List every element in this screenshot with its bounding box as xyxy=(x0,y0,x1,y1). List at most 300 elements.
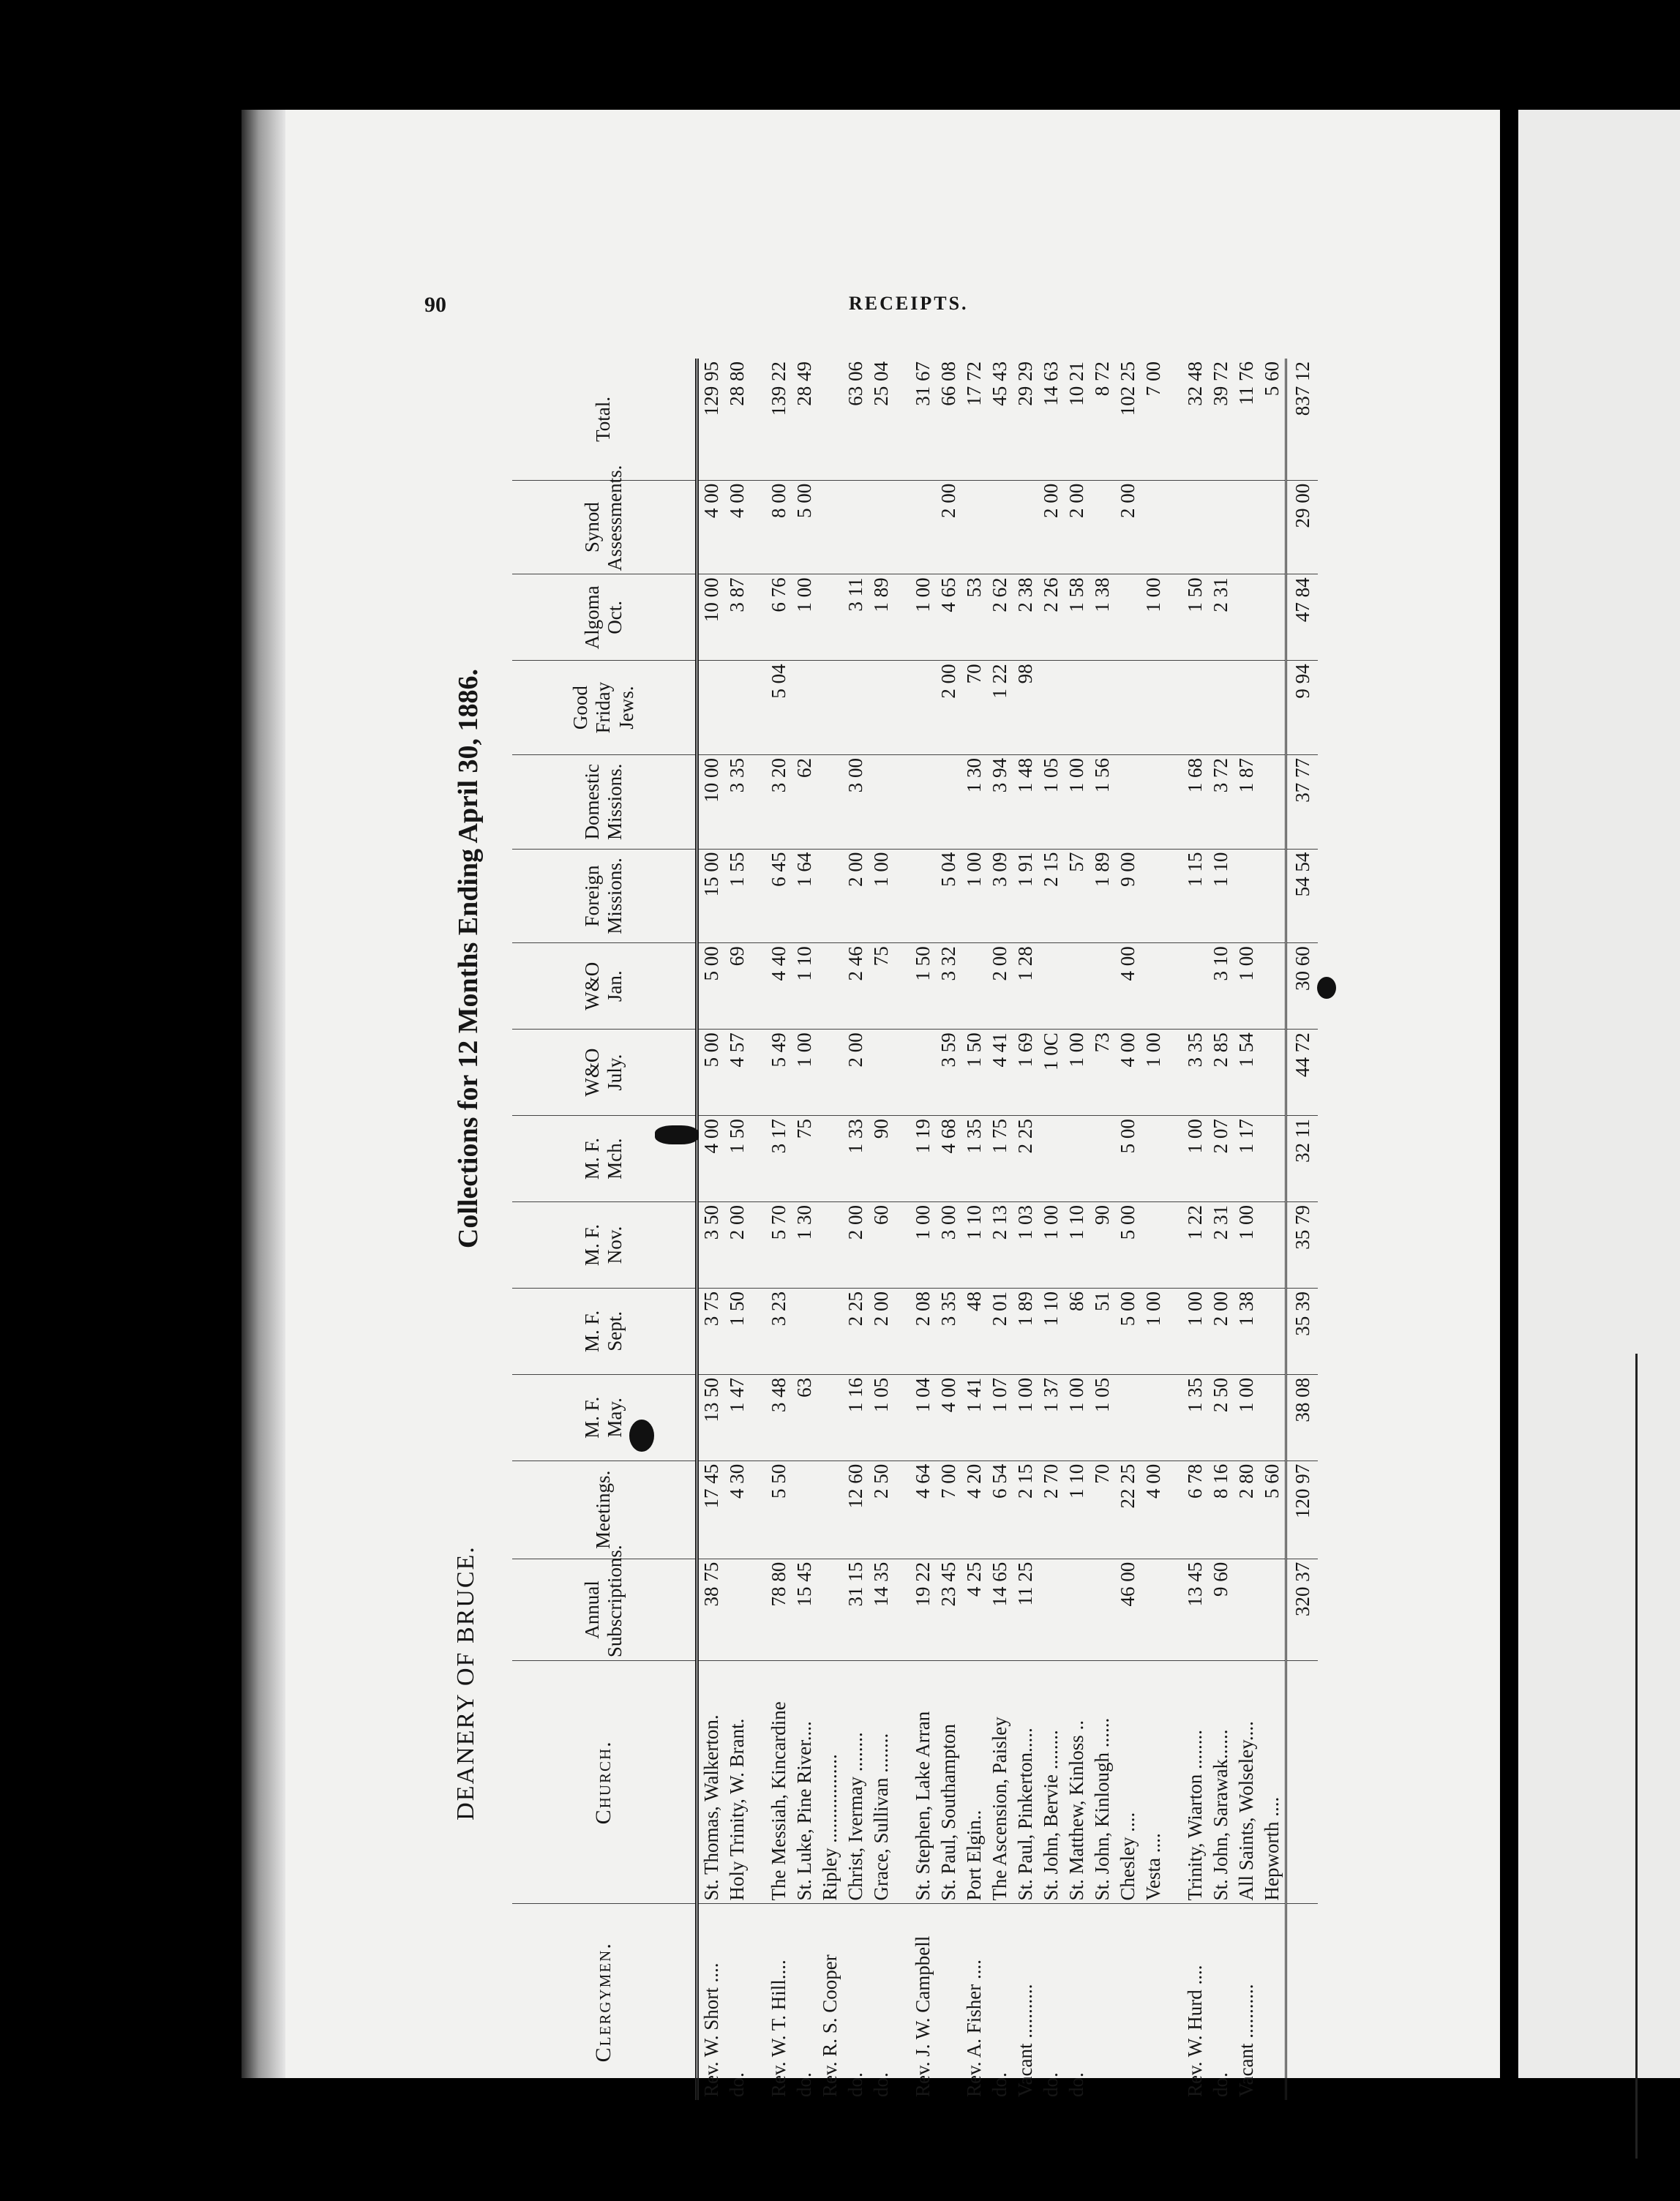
amount-cell: 2 01 xyxy=(987,1288,1013,1374)
amount-cell xyxy=(1141,754,1166,849)
amount-cell: 11 25 xyxy=(1013,1559,1038,1660)
amount-cell xyxy=(843,480,869,574)
church-cell: Vesta .... xyxy=(1141,1661,1166,1904)
church-cell: Port Elgin.. xyxy=(961,1661,987,1904)
amount-cell xyxy=(1115,574,1141,661)
amount-cell xyxy=(1259,943,1286,1030)
amount-cell: 25 04 xyxy=(869,359,894,480)
amount-cell: 1 50 xyxy=(724,1288,750,1374)
amount-cell xyxy=(1259,1374,1286,1461)
row-spacer xyxy=(1166,359,1182,2100)
amount-cell: 2 00 xyxy=(1208,1288,1234,1374)
amount-cell: 5 00 xyxy=(697,1030,725,1116)
church-cell: St. John, Sarawak...... xyxy=(1208,1661,1234,1904)
amount-cell xyxy=(1259,1116,1286,1202)
amount-cell: 6 54 xyxy=(987,1461,1013,1559)
rotated-table-content xyxy=(439,351,1463,2122)
church-cell: Hepworth .... xyxy=(1259,1661,1286,1904)
amount-cell: 66 08 xyxy=(936,359,961,480)
amount-cell: 3 72 xyxy=(1208,754,1234,849)
clergyman-cell: do. xyxy=(989,2072,1010,2097)
ink-blot xyxy=(629,1420,654,1452)
amount-cell xyxy=(1141,1559,1166,1660)
amount-cell: 38 75 xyxy=(697,1559,725,1660)
amount-cell: 2 50 xyxy=(1208,1374,1234,1461)
table-row xyxy=(869,359,894,2100)
table-row xyxy=(1182,359,1208,2100)
amount-cell: 1 30 xyxy=(961,754,987,849)
church-cell: St. John, Bervie ........ xyxy=(1038,1661,1064,1904)
clergyman-cell: do. xyxy=(844,2072,866,2097)
amount-cell: 1 47 xyxy=(724,1374,750,1461)
col-wo-jan: W&O Jan. xyxy=(512,943,697,1030)
amount-cell: 4 00 xyxy=(1115,1030,1141,1116)
amount-cell: 2 13 xyxy=(987,1202,1013,1289)
amount-cell: 1 10 xyxy=(1064,1202,1090,1289)
amount-cell: 5 60 xyxy=(1259,359,1286,480)
amount-cell xyxy=(910,754,936,849)
clergyman-cell: Vacant ........... xyxy=(1014,1984,1036,2097)
amount-cell: 63 06 xyxy=(843,359,869,480)
amount-cell: 3 94 xyxy=(987,754,1013,849)
total-cell: 320 37 xyxy=(1286,1559,1319,1660)
amount-cell: 102 25 xyxy=(1115,359,1141,480)
amount-cell: 1 10 xyxy=(792,943,817,1030)
amount-cell: 45 43 xyxy=(987,359,1013,480)
amount-cell xyxy=(817,1288,843,1374)
table-header-row xyxy=(512,359,697,2100)
amount-cell: 4 41 xyxy=(987,1030,1013,1116)
amount-cell: 3 35 xyxy=(724,754,750,849)
amount-cell: 60 xyxy=(869,1202,894,1289)
amount-cell: 2 25 xyxy=(1013,1116,1038,1202)
amount-cell: 2 31 xyxy=(1208,1202,1234,1289)
amount-cell: 1 50 xyxy=(910,943,936,1030)
church-cell: Trinity, Wiarton ........ xyxy=(1182,1661,1208,1904)
col-algoma-oct: Algoma Oct. xyxy=(512,574,697,661)
amount-cell: 5 04 xyxy=(936,849,961,943)
clergyman-cell: do. xyxy=(870,2072,892,2097)
amount-cell xyxy=(1259,1202,1286,1289)
amount-cell: 3 00 xyxy=(936,1202,961,1289)
amount-cell: 48 xyxy=(961,1288,987,1374)
amount-cell: 1 00 xyxy=(1064,1030,1090,1116)
facing-page-edge xyxy=(1518,110,1680,2078)
amount-cell: 3 09 xyxy=(987,849,1013,943)
amount-cell xyxy=(1259,1288,1286,1374)
amount-cell xyxy=(910,849,936,943)
amount-cell: 2 00 xyxy=(869,1288,894,1374)
amount-cell xyxy=(817,1030,843,1116)
table-row xyxy=(987,359,1013,2100)
amount-cell: 2 62 xyxy=(987,574,1013,661)
amount-cell: 1 35 xyxy=(961,1116,987,1202)
amount-cell: 86 xyxy=(1064,1288,1090,1374)
col-annual-subscriptions: Annual Subscriptions. xyxy=(512,1559,697,1660)
amount-cell: 5 04 xyxy=(766,661,792,755)
total-cell: 32 11 xyxy=(1286,1116,1319,1202)
amount-cell: 98 xyxy=(1013,661,1038,755)
clergyman-cell xyxy=(1115,1904,1141,2100)
amount-cell: 13 50 xyxy=(697,1374,725,1461)
amount-cell: 5 49 xyxy=(766,1030,792,1116)
table-row xyxy=(724,359,750,2100)
amount-cell: 15 00 xyxy=(697,849,725,943)
amount-cell: 3 59 xyxy=(936,1030,961,1116)
amount-cell: 1 89 xyxy=(1013,1288,1038,1374)
clergyman-cell xyxy=(1259,1904,1286,2100)
church-cell: St. Thomas, Walkerton. xyxy=(697,1661,725,1904)
amount-cell: 12 60 xyxy=(843,1461,869,1559)
total-cell: 54 54 xyxy=(1286,849,1319,943)
amount-cell: 1 38 xyxy=(1234,1288,1259,1374)
amount-cell: 2 00 xyxy=(987,943,1013,1030)
amount-cell xyxy=(1259,1030,1286,1116)
amount-cell xyxy=(1115,754,1141,849)
amount-cell xyxy=(1141,480,1166,574)
amount-cell: 3 11 xyxy=(843,574,869,661)
amount-cell xyxy=(936,754,961,849)
church-cell: The Ascension, Paisley xyxy=(987,1661,1013,1904)
running-head: RECEIPTS. xyxy=(849,293,969,314)
col-meetings: Meetings. xyxy=(512,1461,697,1559)
amount-cell: 2 00 xyxy=(1115,480,1141,574)
page-number: 90 xyxy=(424,293,446,317)
amount-cell: 1 54 xyxy=(1234,1030,1259,1116)
amount-cell: 4 00 xyxy=(1115,943,1141,1030)
amount-cell: 3 20 xyxy=(766,754,792,849)
amount-cell xyxy=(1090,480,1115,574)
amount-cell: 139 22 xyxy=(766,359,792,480)
ink-blot xyxy=(1317,977,1336,999)
rotated-table-wrapper xyxy=(439,351,1463,2122)
amount-cell: 1 56 xyxy=(1090,754,1115,849)
table-row xyxy=(817,359,843,2100)
amount-cell xyxy=(817,574,843,661)
clergyman-cell: Rev. W. Hurd .... xyxy=(1184,1965,1206,2097)
amount-cell xyxy=(1259,1559,1286,1660)
amount-cell: 1 50 xyxy=(724,1116,750,1202)
amount-cell: 2 07 xyxy=(1208,1116,1234,1202)
amount-cell: 4 00 xyxy=(1141,1461,1166,1559)
total-cell: 47 84 xyxy=(1286,574,1319,661)
amount-cell: 1 00 xyxy=(910,1202,936,1289)
church-cell: St. John, Kinlough ...... xyxy=(1090,1661,1115,1904)
amount-cell xyxy=(817,1202,843,1289)
amount-cell xyxy=(1064,1559,1090,1660)
amount-cell: 78 80 xyxy=(766,1559,792,1660)
total-cell: 38 08 xyxy=(1286,1374,1319,1461)
amount-cell: 1 10 xyxy=(1208,849,1234,943)
amount-cell: 1 05 xyxy=(1090,1374,1115,1461)
amount-cell: 1 22 xyxy=(1182,1202,1208,1289)
amount-cell xyxy=(1013,480,1038,574)
amount-cell: 2 85 xyxy=(1208,1030,1234,1116)
amount-cell: 2 08 xyxy=(910,1288,936,1374)
total-cell: 37 77 xyxy=(1286,754,1319,849)
amount-cell: 5 50 xyxy=(766,1461,792,1559)
amount-cell xyxy=(817,1374,843,1461)
amount-cell xyxy=(869,1030,894,1116)
amount-cell: 1 00 xyxy=(869,849,894,943)
amount-cell: 5 00 xyxy=(1115,1202,1141,1289)
amount-cell: 1 0C xyxy=(1038,1030,1064,1116)
col-mf-nov: M. F. Nov. xyxy=(512,1202,697,1289)
amount-cell: 6 78 xyxy=(1182,1461,1208,1559)
amount-cell: 39 72 xyxy=(1208,359,1234,480)
total-cell: 35 79 xyxy=(1286,1202,1319,1289)
total-cell: 837 12 xyxy=(1286,359,1319,480)
amount-cell: 1 10 xyxy=(1038,1288,1064,1374)
amount-cell xyxy=(817,943,843,1030)
col-mf-mch: M. F. Mch. xyxy=(512,1116,697,1202)
amount-cell: 1 68 xyxy=(1182,754,1208,849)
amount-cell: 11 76 xyxy=(1234,359,1259,480)
amount-cell xyxy=(1141,943,1166,1030)
clergyman-cell: do. xyxy=(1065,2072,1087,2097)
amount-cell: 2 50 xyxy=(869,1461,894,1559)
amount-cell xyxy=(987,480,1013,574)
amount-cell xyxy=(1038,661,1064,755)
total-cell: 44 72 xyxy=(1286,1030,1319,1116)
amount-cell xyxy=(1234,661,1259,755)
amount-cell: 3 00 xyxy=(843,754,869,849)
amount-cell: 2 70 xyxy=(1038,1461,1064,1559)
amount-cell xyxy=(1141,661,1166,755)
amount-cell xyxy=(1182,943,1208,1030)
col-good-friday-jews: Good Friday Jews. xyxy=(512,661,697,755)
amount-cell xyxy=(910,1030,936,1116)
amount-cell: 3 32 xyxy=(936,943,961,1030)
clergyman-cell: do. xyxy=(793,2072,815,2097)
amount-cell: 1 00 xyxy=(910,574,936,661)
amount-cell xyxy=(1234,574,1259,661)
amount-cell: 1 28 xyxy=(1013,943,1038,1030)
amount-cell: 73 xyxy=(1090,1030,1115,1116)
amount-cell: 6 45 xyxy=(766,849,792,943)
amount-cell xyxy=(1208,480,1234,574)
amount-cell xyxy=(817,1461,843,1559)
amount-cell: 6 76 xyxy=(766,574,792,661)
table-row xyxy=(697,359,725,2100)
amount-cell: 70 xyxy=(961,661,987,755)
amount-cell: 23 45 xyxy=(936,1559,961,1660)
amount-cell xyxy=(1038,943,1064,1030)
amount-cell: 1 69 xyxy=(1013,1030,1038,1116)
amount-cell: 1 87 xyxy=(1234,754,1259,849)
amount-cell xyxy=(1141,849,1166,943)
amount-cell: 62 xyxy=(792,754,817,849)
amount-cell: 1 15 xyxy=(1182,849,1208,943)
table-row xyxy=(1259,359,1286,2100)
amount-cell xyxy=(910,480,936,574)
amount-cell xyxy=(1182,480,1208,574)
row-spacer xyxy=(750,359,766,2100)
amount-cell: 1 00 xyxy=(961,849,987,943)
amount-cell xyxy=(1064,1116,1090,1202)
amount-cell xyxy=(910,661,936,755)
amount-cell: 1 19 xyxy=(910,1116,936,1202)
amount-cell: 3 75 xyxy=(697,1288,725,1374)
amount-cell: 17 72 xyxy=(961,359,987,480)
table-row xyxy=(792,359,817,2100)
amount-cell: 2 80 xyxy=(1234,1461,1259,1559)
amount-cell: 2 25 xyxy=(843,1288,869,1374)
church-cell: St. Paul, Southampton xyxy=(936,1661,961,1904)
amount-cell xyxy=(1259,661,1286,755)
amount-cell: 5 00 xyxy=(792,480,817,574)
amount-cell: 4 00 xyxy=(697,1116,725,1202)
amount-cell: 1 00 xyxy=(792,1030,817,1116)
amount-cell: 1 07 xyxy=(987,1374,1013,1461)
amount-cell: 1 22 xyxy=(987,661,1013,755)
amount-cell: 1 03 xyxy=(1013,1202,1038,1289)
amount-cell: 2 46 xyxy=(843,943,869,1030)
total-cell: 120 97 xyxy=(1286,1461,1319,1559)
amount-cell: 2 00 xyxy=(1064,480,1090,574)
amount-cell: 2 00 xyxy=(843,849,869,943)
deanery-title: DEANERY OF BRUCE. xyxy=(452,1545,479,1821)
table-row xyxy=(1115,359,1141,2100)
amount-cell: 1 89 xyxy=(1090,849,1115,943)
amount-cell xyxy=(961,480,987,574)
amount-cell: 1 41 xyxy=(961,1374,987,1461)
amount-cell: 4 25 xyxy=(961,1559,987,1660)
amount-cell: 1 00 xyxy=(1234,943,1259,1030)
table-row xyxy=(1234,359,1259,2100)
amount-cell: 8 72 xyxy=(1090,359,1115,480)
amount-cell: 5 70 xyxy=(766,1202,792,1289)
table-row xyxy=(910,359,936,2100)
amount-cell: 9 60 xyxy=(1208,1559,1234,1660)
amount-cell: 2 00 xyxy=(724,1202,750,1289)
total-cell: 29 00 xyxy=(1286,480,1319,574)
amount-cell: 1 00 xyxy=(1064,754,1090,849)
amount-cell xyxy=(1038,1116,1064,1202)
amount-cell xyxy=(1234,480,1259,574)
amount-cell xyxy=(817,1559,843,1660)
amount-cell: 2 31 xyxy=(1208,574,1234,661)
amount-cell xyxy=(1090,1116,1115,1202)
church-cell: The Messiah, Kincardine xyxy=(766,1661,792,1904)
amount-cell: 70 xyxy=(1090,1461,1115,1559)
table-body xyxy=(697,359,1319,2100)
amount-cell xyxy=(1038,1559,1064,1660)
total-cell: 30 60 xyxy=(1286,943,1319,1030)
amount-cell: 1 00 xyxy=(792,574,817,661)
amount-cell: 1 05 xyxy=(869,1374,894,1461)
amount-cell: 2 26 xyxy=(1038,574,1064,661)
amount-cell: 1 00 xyxy=(1234,1202,1259,1289)
amount-cell: 2 15 xyxy=(1013,1461,1038,1559)
clergyman-cell: Vacant ........... xyxy=(1235,1984,1257,2097)
amount-cell xyxy=(792,1288,817,1374)
amount-cell xyxy=(1064,943,1090,1030)
amount-cell: 1 00 xyxy=(1182,1288,1208,1374)
amount-cell: 2 00 xyxy=(843,1030,869,1116)
amount-cell xyxy=(724,1559,750,1660)
amount-cell xyxy=(817,661,843,755)
church-cell: St. Paul, Pinkerton..... xyxy=(1013,1661,1038,1904)
amount-cell: 1 75 xyxy=(987,1116,1013,1202)
table-row xyxy=(1141,359,1166,2100)
church-cell: Chesley .... xyxy=(1115,1661,1141,1904)
col-clergymen: Clergymen. xyxy=(512,1904,697,2100)
amount-cell: 1 37 xyxy=(1038,1374,1064,1461)
amount-cell xyxy=(817,359,843,480)
church-cell: St. Matthew, Kinloss .. xyxy=(1064,1661,1090,1904)
amount-cell: 5 00 xyxy=(1115,1116,1141,1202)
amount-cell: 4 20 xyxy=(961,1461,987,1559)
amount-cell: 28 49 xyxy=(792,359,817,480)
amount-cell xyxy=(1234,849,1259,943)
amount-cell: 1 17 xyxy=(1234,1116,1259,1202)
amount-cell: 1 04 xyxy=(910,1374,936,1461)
amount-cell xyxy=(792,661,817,755)
table-row xyxy=(961,359,987,2100)
amount-cell: 75 xyxy=(792,1116,817,1202)
clergyman-cell xyxy=(936,1904,961,2100)
book-page xyxy=(285,110,1500,2097)
amount-cell: 1 10 xyxy=(961,1202,987,1289)
amount-cell: 2 00 xyxy=(936,661,961,755)
col-total: Total. xyxy=(512,359,697,480)
amount-cell xyxy=(1259,574,1286,661)
church-cell: Grace, Sullivan ........ xyxy=(869,1661,894,1904)
table-row xyxy=(936,359,961,2100)
amount-cell: 1 33 xyxy=(843,1116,869,1202)
facing-page-rule xyxy=(1635,1354,1638,2159)
amount-cell: 3 17 xyxy=(766,1116,792,1202)
amount-cell: 10 21 xyxy=(1064,359,1090,480)
amount-cell: 1 58 xyxy=(1064,574,1090,661)
amount-cell: 2 38 xyxy=(1013,574,1038,661)
amount-cell xyxy=(1141,1202,1166,1289)
amount-cell xyxy=(1234,1559,1259,1660)
amount-cell xyxy=(1090,943,1115,1030)
table-row xyxy=(1038,359,1064,2100)
amount-cell: 1 64 xyxy=(792,849,817,943)
amount-cell: 46 00 xyxy=(1115,1559,1141,1660)
amount-cell: 1 50 xyxy=(1182,574,1208,661)
amount-cell: 1 00 xyxy=(1182,1116,1208,1202)
amount-cell: 3 35 xyxy=(1182,1030,1208,1116)
amount-cell: 53 xyxy=(961,574,987,661)
amount-cell: 2 00 xyxy=(843,1202,869,1289)
amount-cell: 29 29 xyxy=(1013,359,1038,480)
amount-cell: 4 00 xyxy=(936,1374,961,1461)
amount-cell xyxy=(697,661,725,755)
col-domestic-missions: Domestic Missions. xyxy=(512,754,697,849)
amount-cell: 63 xyxy=(792,1374,817,1461)
clergyman-cell: Rev. J. W. Campbell xyxy=(912,1935,934,2097)
amount-cell: 1 00 xyxy=(1141,1030,1166,1116)
col-foreign-missions: Foreign Missions. xyxy=(512,849,697,943)
clergyman-cell: do. xyxy=(1210,2072,1231,2097)
clergyman-cell: Rev. R. S. Cooper xyxy=(819,1954,841,2097)
amount-cell: 14 35 xyxy=(869,1559,894,1660)
amount-cell xyxy=(724,661,750,755)
amount-cell: 3 23 xyxy=(766,1288,792,1374)
amount-cell: 69 xyxy=(724,943,750,1030)
amount-cell xyxy=(1115,661,1141,755)
amount-cell xyxy=(843,661,869,755)
amount-cell: 31 15 xyxy=(843,1559,869,1660)
collections-table xyxy=(512,359,1318,2100)
amount-cell: 5 00 xyxy=(1115,1288,1141,1374)
amount-cell: 10 00 xyxy=(697,754,725,849)
church-cell: Ripley .................. xyxy=(817,1661,843,1904)
